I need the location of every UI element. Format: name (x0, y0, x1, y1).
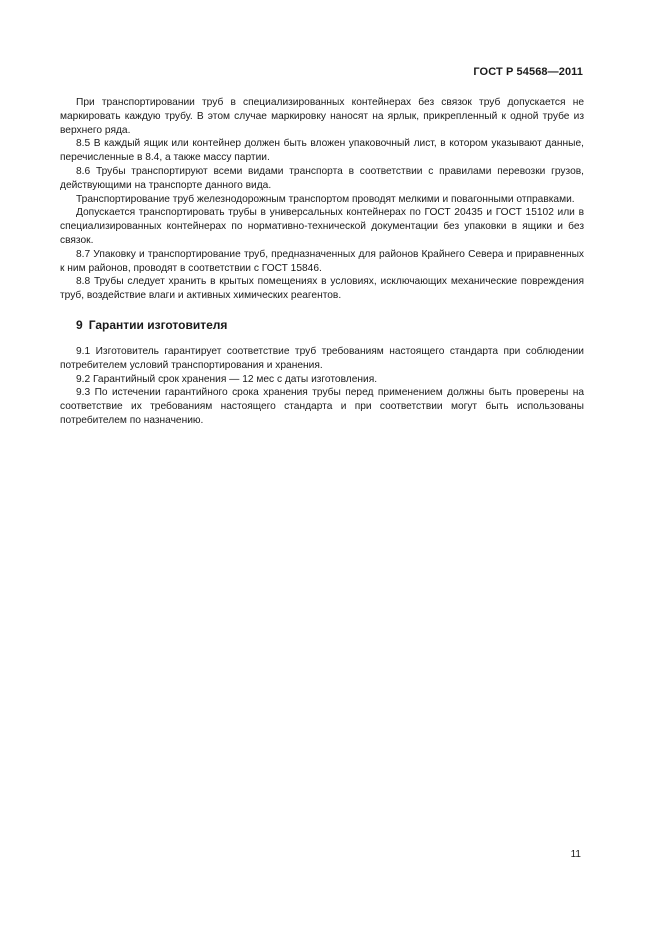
document-header: ГОСТ Р 54568—2011 (473, 66, 583, 78)
paragraph-9-3: 9.3 По истечении гарантийного срока хранения трубы перед применением должны быть проверены на соответствие их требованиям настоящего стандарта и при соответствии могут быть использованы потребителем по назначению. (60, 387, 584, 426)
section-9-number: 9 (76, 317, 83, 332)
page-number: 11 (570, 849, 581, 860)
paragraph-9-1: 9.1 Изготовитель гарантирует соответствие труб требованиям настоящего стандарта при соблюдении потребителем условий транспортирования и хранения. (60, 345, 584, 371)
paragraph-8-6-rail: Транспортирование труб железнодорожным транспортом проводят мелкими и повагонными отправками. (76, 193, 575, 205)
section-9-title: Гарантии изготовителя (88, 317, 228, 332)
paragraph-8-6-containers: Допускается транспортировать трубы в универсальных контейнерах по ГОСТ 20435 и ГОСТ 15102 или в специализированных контейнерах по нормативно-технической документации без упаковки в ящики и без связок. (60, 207, 584, 246)
paragraph-9-2: 9.2 Гарантийный срок хранения — 12 мес с даты изготовления. (76, 373, 378, 385)
paragraph-8-4-note: При транспортировании труб в специализированных контейнерах без связок труб допускается не маркировать каждую трубу. В этом случае маркировку наносят на ярлык, прикрепленный к одной трубе из верхнего ряда. (60, 97, 584, 136)
paragraph-8-7: 8.7 Упаковку и транспортирование труб, предназначенных для районов Крайнего Севера и приравненных к ним районов, проводят в соответствии с ГОСТ 15846. (60, 248, 584, 274)
section-9-heading (76, 317, 584, 333)
paragraph-8-6: 8.6 Трубы транспортируют всеми видами транспорта в соответствии с правилами перевозки грузов, действующими на транспорте данного вида. (60, 165, 584, 191)
document-body (60, 96, 584, 428)
paragraph-8-8: 8.8 Трубы следует хранить в крытых помещениях в условиях, исключающих механические повреждения труб, воздействие влаги и активных химических реагентов. (60, 276, 584, 302)
paragraph-8-5: 8.5 В каждый ящик или контейнер должен быть вложен упаковочный лист, в котором указывают данные, перечисленные в 8.4, а также массу партии. (60, 138, 584, 164)
